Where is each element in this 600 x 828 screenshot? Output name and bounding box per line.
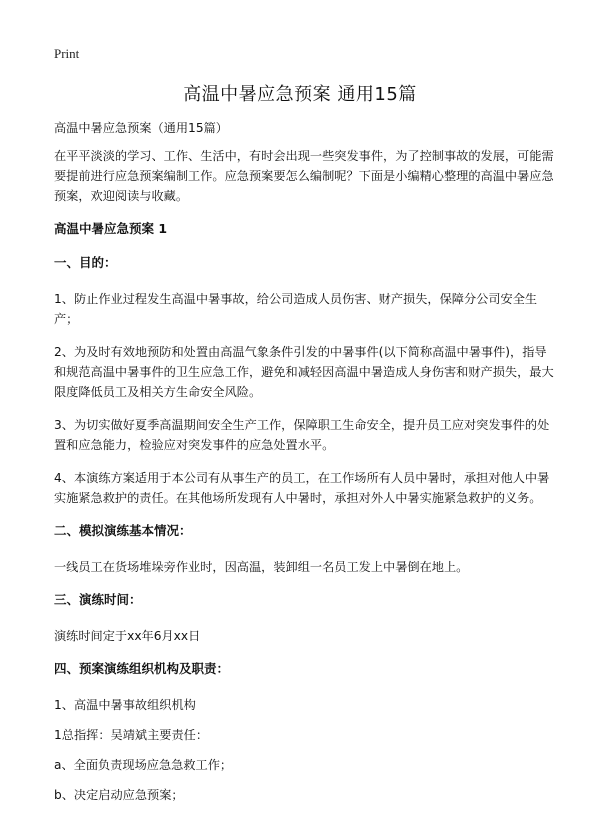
heading-organization: 四、预案演练组织机构及职责： <box>54 661 230 676</box>
page-title: 高温中暑应急预案 通用15篇 <box>183 84 417 105</box>
document-body <box>54 118 554 815</box>
intro-paragraph: 在平平淡淡的学习、工作、生活中，有时会出现一些突发事件，为了控制事故的发展，可能需要提前进行应急预案编制工作。应急预案要怎么编制呢？下面是小编精心整理的高温中暑应急预案，欢迎阅读与收藏。 <box>54 149 554 203</box>
duty-item-a: a、全面负责现场应急急救工作； <box>54 758 233 772</box>
heading-scenario: 二、模拟演练基本情况： <box>54 523 192 538</box>
org-item-1: 1、高温中暑事故组织机构 <box>54 698 196 712</box>
heading-drill-time: 三、演练时间： <box>54 592 142 607</box>
purpose-item-3: 3、为切实做好夏季高温期间安全生产工作，保障职工生命安全，提升员工应对突发事件的处置和应急能力，检验应对突发事件的应急处置水平。 <box>54 418 550 452</box>
purpose-item-1: 1、防止作业过程发生高温中暑事故，给公司造成人员伤害、财产损失，保障分公司安全生产； <box>54 292 538 326</box>
scenario-paragraph: 一线员工在货场堆垛旁作业时，因高温，装卸组一名员工发上中暑倒在地上。 <box>54 560 469 574</box>
purpose-item-4: 4、本演练方案适用于本公司有从事生产的员工，在工作场所有人员中暑时，承担对他人中暑实施紧急救护的责任。在其他场所发现有人中暑时，承担对外人中暑实施紧急救护的义务。 <box>54 471 550 505</box>
org-commander: 1总指挥：吴靖斌主要责任： <box>54 728 209 742</box>
print-link[interactable]: Print <box>54 46 80 61</box>
purpose-item-2: 2、为及时有效地预防和处置由高温气象条件引发的中暑事件(以下简称高温中暑事件)，指导和规范高温中暑事件的卫生应急工作，避免和减轻因高温中暑造成人身伤害和财产损失，最大限度降低员工及相关方生命安全风险。 <box>54 345 554 399</box>
heading-purpose: 一、目的： <box>54 255 117 270</box>
document-subtitle: 高温中暑应急预案（通用15篇） <box>54 121 228 135</box>
section-title: 高温中暑应急预案 1 <box>54 221 168 236</box>
duty-item-b: b、决定启动应急预案； <box>54 788 184 802</box>
drill-time-paragraph: 演练时间定于xx年6月xx日 <box>54 629 201 643</box>
